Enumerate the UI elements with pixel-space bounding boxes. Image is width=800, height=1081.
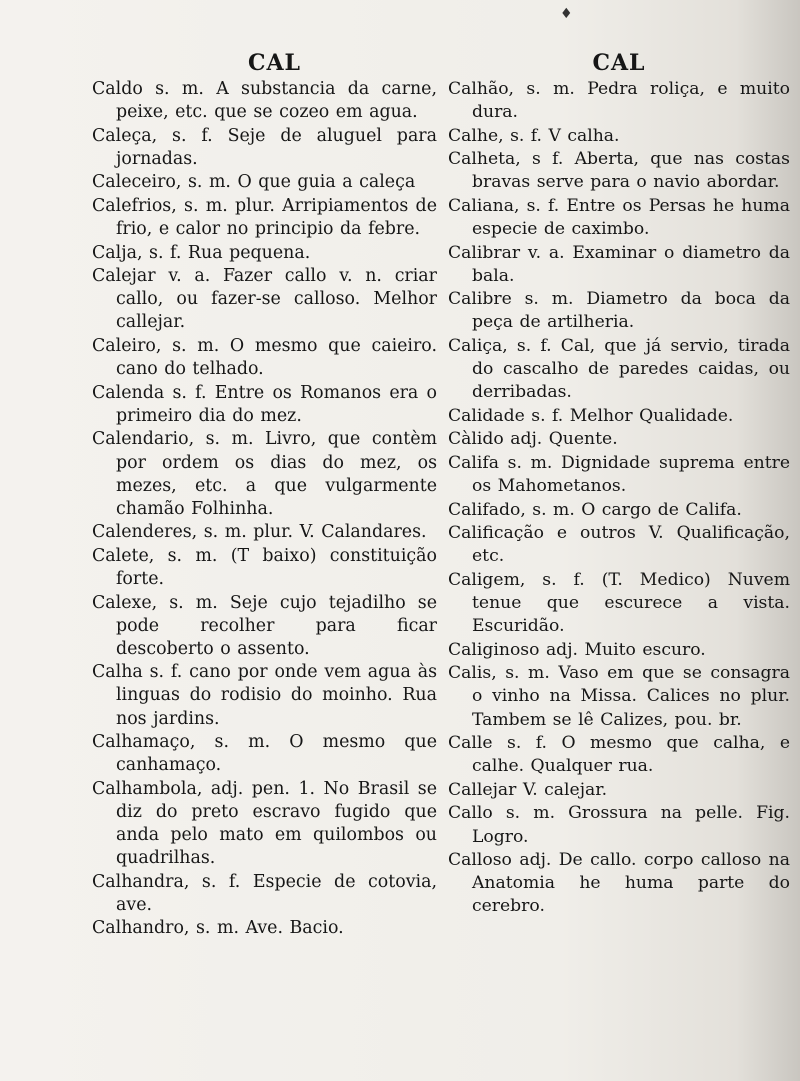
dictionary-entry: Calja, s. f. Rua pequena. xyxy=(92,242,311,263)
dictionary-entry: Calis, s. m. Vaso em que se consagra o vinho na Missa. Calices no plur. Tambem se lê Calizes, pou. br. xyxy=(448,663,790,730)
dictionary-entry: Calhão, s. m. Pedra roliça, e muito dura. xyxy=(448,79,790,123)
dictionary-entry: Califa s. m. Dignidade suprema entre os Mahometanos. xyxy=(448,453,790,497)
dictionary-entry: Caleiro, s. m. O mesmo que caieiro. cano do telhado. xyxy=(92,336,437,380)
dictionary-entry: Callo s. m. Grossura na pelle. Fig. Logro. xyxy=(448,803,790,847)
dictionary-entry: Calheta, s f. Aberta, que nas costas bravas serve para o navio abordar. xyxy=(448,149,790,193)
dictionary-entry: Calhandro, s. m. Ave. Bacio. xyxy=(92,918,344,939)
dictionary-entry: Caldo s. m. A substancia da carne, peixe, etc. que se cozeo em agua. xyxy=(92,79,437,123)
dictionary-entry: Calloso adj. De callo. corpo calloso na Anatomia he huma parte do cerebro. xyxy=(448,850,790,917)
left-column xyxy=(92,48,437,941)
dictionary-entry: Calidade s. f. Melhor Qualidade. xyxy=(448,405,734,426)
dictionary-entry: Calete, s. m. (T baixo) constituição forte. xyxy=(92,545,437,589)
dictionary-entry: Calle s. f. O mesmo que calha, e calhe. Qualquer rua. xyxy=(448,733,790,777)
right-column-header: CAL xyxy=(592,50,646,76)
dictionary-entry: Calefrios, s. m. plur. Arripiamentos de frio, e calor no principio da febre. xyxy=(92,195,437,240)
printer-mark: ♦ xyxy=(560,6,573,22)
dictionary-entry: Càlido adj. Quente. xyxy=(448,429,618,450)
dictionary-entry: Caliana, s. f. Entre os Persas he huma especie de caximbo. xyxy=(448,195,790,240)
dictionary-entry: Calejar v. a. Fazer callo v. n. criar callo, ou fazer-se calloso. Melhor callejar. xyxy=(92,266,437,333)
dictionary-entry: Calhamaço, s. m. O mesmo que canhamaço. xyxy=(92,732,437,776)
dictionary-entry: Calha s. f. cano por onde vem agua às linguas do rodisio do moinho. Rua nos jardins. xyxy=(92,662,437,729)
dictionary-entry: Caligem, s. f. (T. Medico) Nuvem tenue que escurece a vista. Escuridão. xyxy=(448,569,790,637)
left-column-header: CAL xyxy=(247,50,302,76)
dictionary-entry: Calendario, s. m. Livro, que contèm por ordem os dias do mez, os mezes, etc. a que vulgarmente chamão Folhinha. xyxy=(92,429,437,519)
dictionary-entry: Calhambola, adj. pen. 1. No Brasil se diz do preto escravo fugido que anda pelo mato em quilombos ou quadrilhas. xyxy=(92,778,437,869)
dictionary-entry: Caliça, s. f. Cal, que já servio, tirada do cascalho de paredes caidas, ou derribadas. xyxy=(448,336,790,403)
dictionary-entry: Calibre s. m. Diametro da boca da peça de artilheria. xyxy=(448,289,790,333)
dictionary-entry: Caleça, s. f. Seje de aluguel para jornadas. xyxy=(92,125,437,169)
dictionary-entry: Califado, s. m. O cargo de Califa. xyxy=(448,499,742,520)
right-column xyxy=(448,48,790,919)
dictionary-entry: Caliginoso adj. Muito escuro. xyxy=(448,639,706,660)
dictionary-entry: Calificação e outros V. Qualificação, etc. xyxy=(448,523,790,567)
dictionary-entry: Calenda s. f. Entre os Romanos era o primeiro dia do mez. xyxy=(92,382,437,426)
dictionary-entry: Calhandra, s. f. Especie de cotovia, ave. xyxy=(92,871,437,915)
dictionary-entry: Calenderes, s. m. plur. V. Calandares. xyxy=(92,522,427,543)
dictionary-entry: Calibrar v. a. Examinar o diametro da bala. xyxy=(448,242,790,286)
dictionary-entry: Calexe, s. m. Seje cujo tejadilho se pode recolher para ficar descoberto o assento. xyxy=(92,592,437,659)
dictionary-entry: Caleceiro, s. m. O que guia a caleça xyxy=(92,172,416,193)
dictionary-entry: Callejar V. calejar. xyxy=(448,779,608,800)
dictionary-entry: Calhe, s. f. V calha. xyxy=(448,125,620,146)
